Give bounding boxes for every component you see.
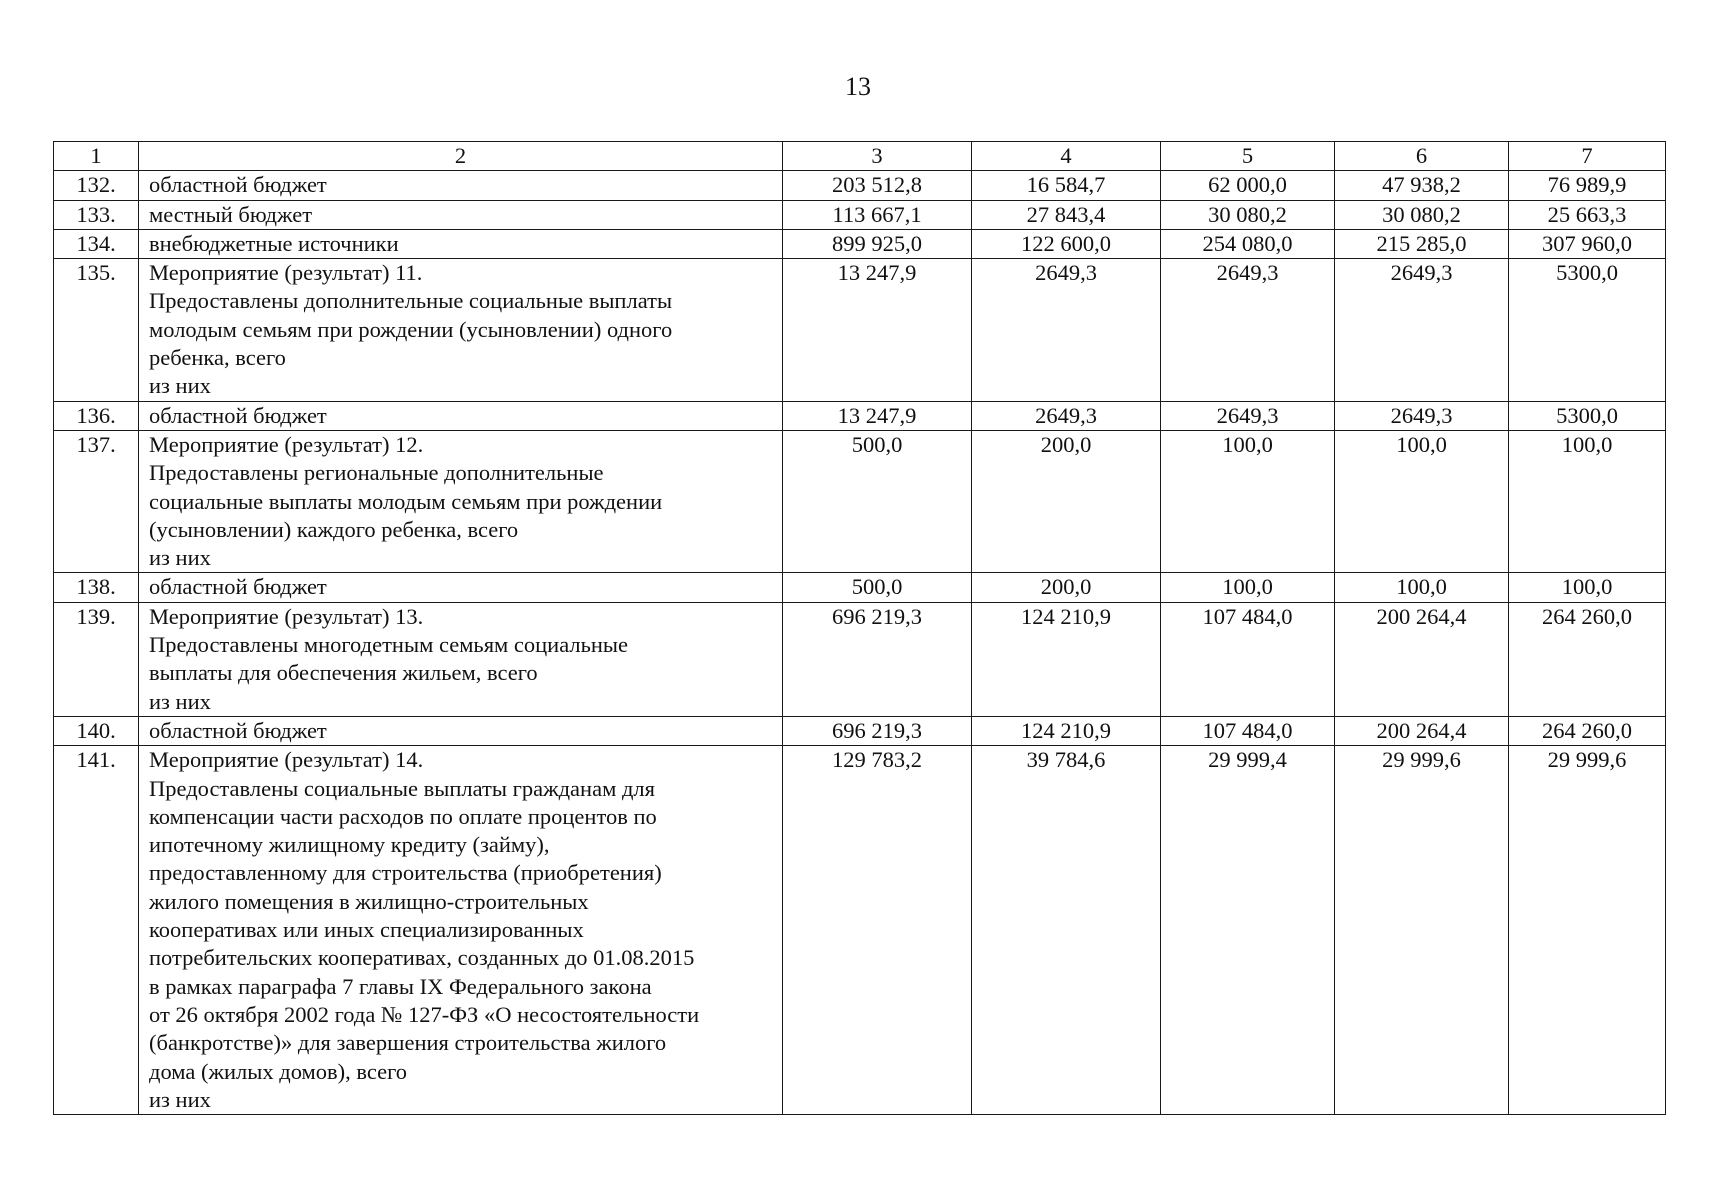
row-number: 138. — [54, 573, 139, 602]
row-description: областной бюджет — [149, 172, 327, 198]
value-col-7: 76 989,9 — [1509, 171, 1666, 200]
row-description-cell — [139, 171, 783, 200]
table-row — [54, 401, 1666, 430]
value-col-5: 2649,3 — [1161, 401, 1335, 430]
value-col-4: 124 210,9 — [972, 602, 1161, 716]
row-description-cell — [139, 229, 783, 258]
value-col-3: 500,0 — [783, 573, 972, 602]
value-col-6: 200 264,4 — [1335, 716, 1509, 745]
value-col-5: 62 000,0 — [1161, 171, 1335, 200]
value-col-5: 107 484,0 — [1161, 602, 1335, 716]
row-description: Мероприятие (результат) 13. Предоставлены многодетным семьям социальные выплаты для обеспечения жильем, всего из них — [149, 603, 629, 714]
row-description: Мероприятие (результат) 12. Предоставлены региональные дополнительные социальные выплаты молодым семьям при рождении (усыновлении) каждого ребенка, всего из них — [149, 431, 663, 571]
row-number: 135. — [54, 259, 139, 401]
row-number: 132. — [54, 171, 139, 200]
row-description: областной бюджет — [149, 574, 327, 600]
table-body — [54, 142, 1666, 1115]
value-col-6: 30 080,2 — [1335, 200, 1509, 229]
row-description: Мероприятие (результат) 11. Предоставлены дополнительные социальные выплаты молодым семьям при рождении (усыновлении) одного ребенка, всего из них — [149, 260, 673, 399]
value-col-4: 2649,3 — [972, 259, 1161, 401]
value-col-6: 29 999,6 — [1335, 746, 1509, 1115]
row-number: 141. — [54, 746, 139, 1115]
value-col-4: 16 584,7 — [972, 171, 1161, 200]
value-col-4: 2649,3 — [972, 401, 1161, 430]
value-col-7: 5300,0 — [1509, 401, 1666, 430]
value-col-6: 200 264,4 — [1335, 602, 1509, 716]
row-description-cell — [139, 401, 783, 430]
table-row — [54, 716, 1666, 745]
value-col-4: 39 784,6 — [972, 746, 1161, 1115]
row-description: областной бюджет — [149, 717, 327, 743]
row-description-cell — [139, 716, 783, 745]
table-row — [54, 259, 1666, 401]
header-cell-6: 6 — [1335, 142, 1509, 171]
header-cell-3: 3 — [783, 142, 972, 171]
header-cell-5: 5 — [1161, 142, 1335, 171]
value-col-7: 100,0 — [1509, 430, 1666, 572]
row-number: 139. — [54, 602, 139, 716]
value-col-5: 29 999,4 — [1161, 746, 1335, 1115]
header-cell-2: 2 — [139, 142, 783, 171]
table-row — [54, 171, 1666, 200]
value-col-5: 100,0 — [1161, 573, 1335, 602]
row-description-cell — [139, 573, 783, 602]
value-col-4: 200,0 — [972, 573, 1161, 602]
value-col-6: 2649,3 — [1335, 401, 1509, 430]
value-col-7: 264 260,0 — [1509, 716, 1666, 745]
row-description-cell — [139, 259, 783, 401]
header-row — [54, 142, 1666, 171]
row-number: 137. — [54, 430, 139, 572]
value-col-6: 47 938,2 — [1335, 171, 1509, 200]
value-col-5: 2649,3 — [1161, 259, 1335, 401]
row-description-cell — [139, 200, 783, 229]
value-col-7: 25 663,3 — [1509, 200, 1666, 229]
value-col-7: 307 960,0 — [1509, 229, 1666, 258]
value-col-3: 500,0 — [783, 430, 972, 572]
row-description-cell — [139, 746, 783, 1115]
row-description: областной бюджет — [149, 402, 327, 428]
value-col-3: 696 219,3 — [783, 716, 972, 745]
table-row — [54, 602, 1666, 716]
table-row — [54, 573, 1666, 602]
value-col-3: 696 219,3 — [783, 602, 972, 716]
value-col-5: 100,0 — [1161, 430, 1335, 572]
value-col-4: 200,0 — [972, 430, 1161, 572]
value-col-4: 122 600,0 — [972, 229, 1161, 258]
row-number: 134. — [54, 229, 139, 258]
table-row — [54, 229, 1666, 258]
row-description-cell — [139, 430, 783, 572]
row-description: Мероприятие (результат) 14. Предоставлены социальные выплаты гражданам для компенсации части расходов по оплате процентов по ипотечному жилищному кредиту (займу), предоставленному для строительства (приобретения) жилого помещения в жилищно-строительных кооперативах или иных специализированных потребительских кооперативах, созданных до 01.08.2015 в рамках параграфа 7 главы IX Федерального закона от 26 октября 2002 года № 127-ФЗ «О несостоятельности (банкротстве)» для завершения строительства жилого дома (жилых домов), всего из них — [149, 747, 700, 1112]
value-col-3: 13 247,9 — [783, 259, 972, 401]
value-col-7: 5300,0 — [1509, 259, 1666, 401]
value-col-3: 113 667,1 — [783, 200, 972, 229]
row-description-cell — [139, 602, 783, 716]
value-col-6: 2649,3 — [1335, 259, 1509, 401]
value-col-5: 254 080,0 — [1161, 229, 1335, 258]
value-col-4: 27 843,4 — [972, 200, 1161, 229]
budget-table — [53, 141, 1666, 1115]
page-number: 13 — [845, 72, 871, 101]
value-col-6: 215 285,0 — [1335, 229, 1509, 258]
row-number: 133. — [54, 200, 139, 229]
value-col-6: 100,0 — [1335, 573, 1509, 602]
value-col-3: 13 247,9 — [783, 401, 972, 430]
value-col-4: 124 210,9 — [972, 716, 1161, 745]
table-row — [54, 746, 1666, 1115]
value-col-7: 264 260,0 — [1509, 602, 1666, 716]
row-number: 136. — [54, 401, 139, 430]
value-col-3: 899 925,0 — [783, 229, 972, 258]
value-col-6: 100,0 — [1335, 430, 1509, 572]
row-description: внебюджетные источники — [149, 230, 399, 256]
value-col-5: 107 484,0 — [1161, 716, 1335, 745]
row-number: 140. — [54, 716, 139, 745]
value-col-3: 203 512,8 — [783, 171, 972, 200]
value-col-7: 29 999,6 — [1509, 746, 1666, 1115]
table-row — [54, 200, 1666, 229]
table-row — [54, 430, 1666, 572]
row-description: местный бюджет — [149, 201, 313, 227]
header-cell-7: 7 — [1509, 142, 1666, 171]
header-cell-1: 1 — [54, 142, 139, 171]
header-cell-4: 4 — [972, 142, 1161, 171]
value-col-7: 100,0 — [1509, 573, 1666, 602]
value-col-5: 30 080,2 — [1161, 200, 1335, 229]
value-col-3: 129 783,2 — [783, 746, 972, 1115]
